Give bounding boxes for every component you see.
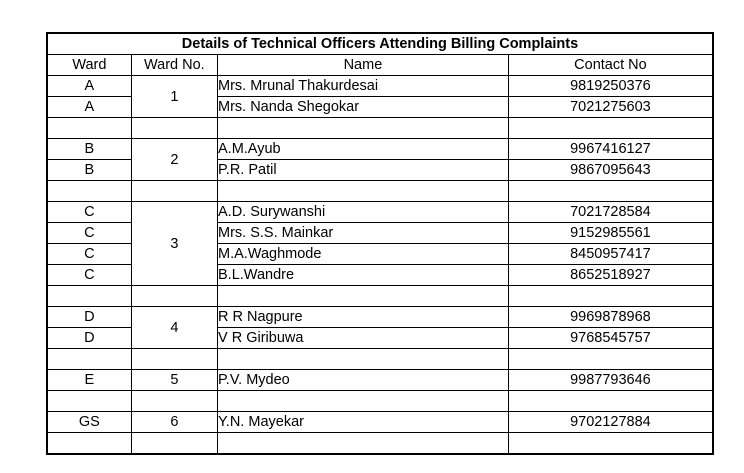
cell-empty (218, 286, 509, 307)
cell-ward-no: 3 (131, 202, 217, 286)
table-body (47, 33, 713, 454)
column-header-ward: Ward (47, 55, 131, 76)
cell-contact-no: 9967416127 (508, 139, 713, 160)
table-row (47, 139, 713, 160)
cell-empty (508, 433, 713, 455)
cell-empty (47, 349, 131, 370)
cell-contact-no: 9969878968 (508, 307, 713, 328)
column-header-contact: Contact No (508, 55, 713, 76)
table-separator-row (47, 391, 713, 412)
table-title: Details of Technical Officers Attending Billing Complaints (47, 33, 713, 55)
table-row (47, 412, 713, 433)
cell-empty (131, 286, 217, 307)
cell-ward: C (47, 265, 131, 286)
cell-empty (218, 349, 509, 370)
table-row (47, 370, 713, 391)
cell-empty (218, 433, 509, 455)
cell-empty (47, 118, 131, 139)
table-row (47, 307, 713, 328)
cell-empty (218, 181, 509, 202)
cell-officer-name: P.V. Mydeo (218, 370, 509, 391)
cell-ward: GS (47, 412, 131, 433)
cell-empty (47, 181, 131, 202)
cell-ward: A (47, 97, 131, 118)
cell-contact-no: 9867095643 (508, 160, 713, 181)
cell-contact-no: 8450957417 (508, 244, 713, 265)
cell-ward: C (47, 202, 131, 223)
table-separator-row (47, 286, 713, 307)
cell-empty (508, 118, 713, 139)
cell-ward-no: 5 (131, 370, 217, 391)
cell-empty (47, 286, 131, 307)
cell-contact-no: 9819250376 (508, 76, 713, 97)
cell-empty (131, 118, 217, 139)
cell-ward-no: 4 (131, 307, 217, 349)
cell-contact-no: 9702127884 (508, 412, 713, 433)
table-header-row (47, 55, 713, 76)
cell-ward: D (47, 328, 131, 349)
cell-empty (131, 433, 217, 455)
cell-empty (508, 181, 713, 202)
technical-officers-table (46, 32, 714, 455)
cell-ward: B (47, 160, 131, 181)
cell-contact-no: 7021728584 (508, 202, 713, 223)
cell-officer-name: B.L.Wandre (218, 265, 509, 286)
cell-contact-no: 9152985561 (508, 223, 713, 244)
cell-contact-no: 9768545757 (508, 328, 713, 349)
cell-empty (131, 391, 217, 412)
cell-empty (47, 433, 131, 455)
table-separator-row (47, 433, 713, 455)
cell-empty (508, 391, 713, 412)
table-title-row (47, 33, 713, 55)
cell-ward-no: 1 (131, 76, 217, 118)
cell-officer-name: Mrs. S.S. Mainkar (218, 223, 509, 244)
cell-empty (508, 286, 713, 307)
cell-officer-name: A.M.Ayub (218, 139, 509, 160)
cell-ward: E (47, 370, 131, 391)
cell-ward: D (47, 307, 131, 328)
table-separator-row (47, 181, 713, 202)
cell-officer-name: P.R. Patil (218, 160, 509, 181)
cell-ward: B (47, 139, 131, 160)
cell-officer-name: R R Nagpure (218, 307, 509, 328)
cell-ward: C (47, 244, 131, 265)
cell-officer-name: Y.N. Mayekar (218, 412, 509, 433)
cell-empty (131, 181, 217, 202)
table-row (47, 202, 713, 223)
cell-contact-no: 9987793646 (508, 370, 713, 391)
column-header-ward-no: Ward No. (131, 55, 217, 76)
cell-officer-name: A.D. Surywanshi (218, 202, 509, 223)
column-header-name: Name (218, 55, 509, 76)
cell-ward-no: 6 (131, 412, 217, 433)
cell-contact-no: 7021275603 (508, 97, 713, 118)
cell-empty (131, 349, 217, 370)
cell-officer-name: V R Giribuwa (218, 328, 509, 349)
cell-empty (47, 391, 131, 412)
cell-empty (508, 349, 713, 370)
table-row (47, 76, 713, 97)
table-separator-row (47, 349, 713, 370)
cell-ward: A (47, 76, 131, 97)
table-separator-row (47, 118, 713, 139)
cell-ward: C (47, 223, 131, 244)
cell-empty (218, 391, 509, 412)
cell-empty (218, 118, 509, 139)
cell-officer-name: Mrs. Nanda Shegokar (218, 97, 509, 118)
cell-ward-no: 2 (131, 139, 217, 181)
cell-officer-name: M.A.Waghmode (218, 244, 509, 265)
cell-officer-name: Mrs. Mrunal Thakurdesai (218, 76, 509, 97)
cell-contact-no: 8652518927 (508, 265, 713, 286)
